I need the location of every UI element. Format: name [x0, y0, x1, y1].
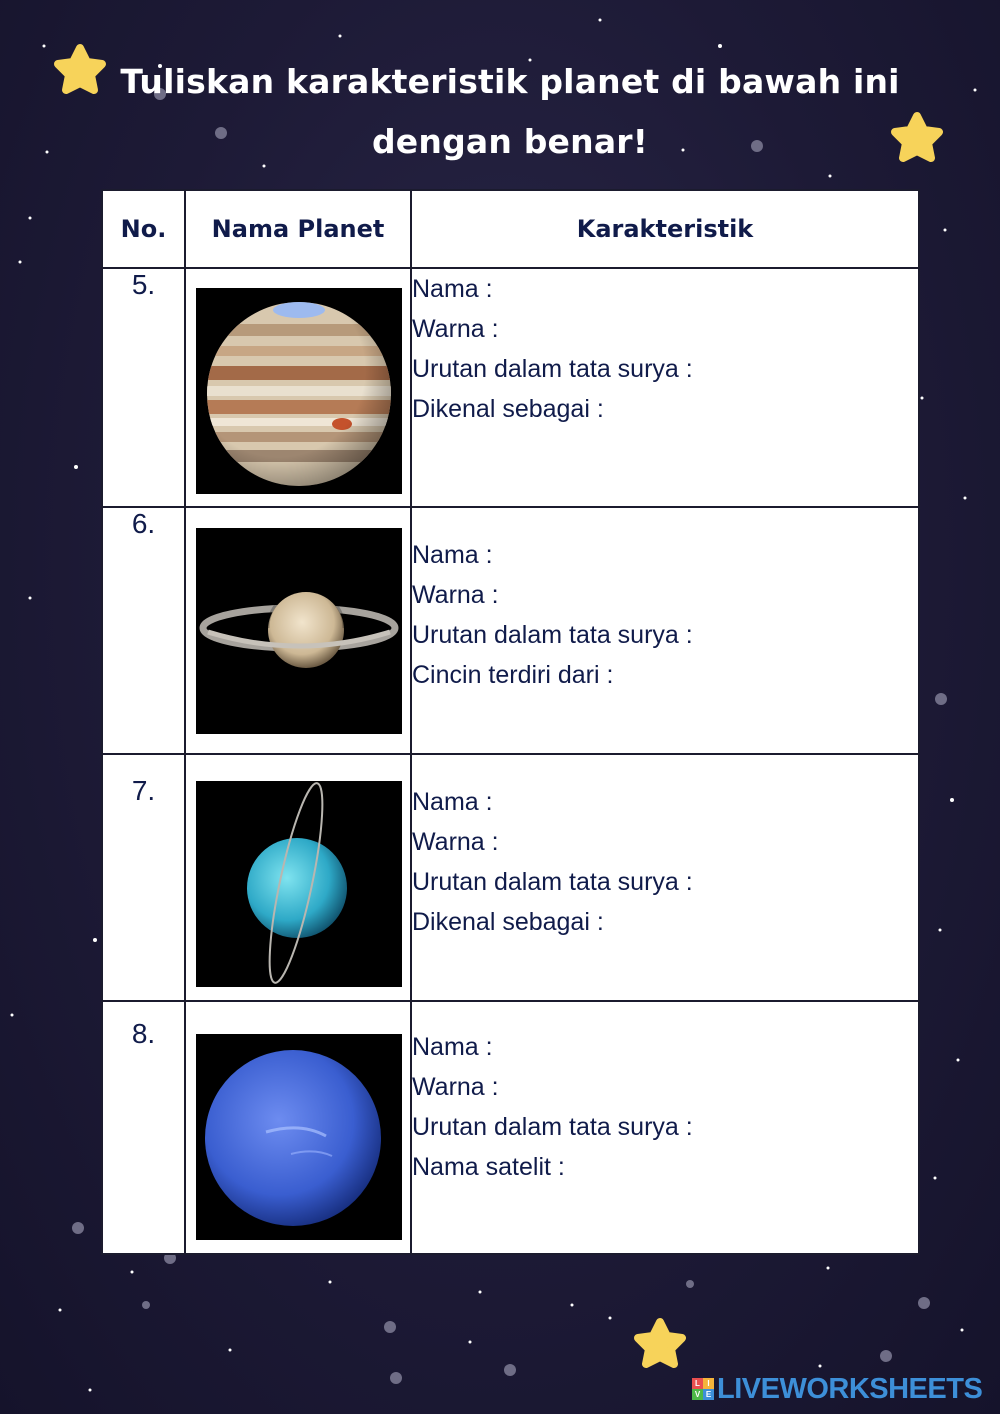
star-icon [58, 48, 102, 90]
logo-letter: E [703, 1389, 714, 1400]
liveworksheets-wordmark: LIVEWORKSHEETS [717, 1372, 983, 1405]
worksheet-title [100, 52, 920, 172]
table-row [102, 1001, 919, 1254]
title-line-1: Tuliskan karakteristik planet di bawah ini [120, 62, 900, 101]
liveworksheets-logo [692, 1374, 982, 1404]
field-order: Urutan dalam tata surya : [412, 1113, 693, 1141]
planet-image-cell [185, 1001, 411, 1254]
logo-letter: L [692, 1378, 703, 1389]
header-no: No. [102, 190, 185, 268]
star-icon [638, 1322, 682, 1364]
field-extra: Nama satelit : [412, 1153, 565, 1181]
field-name: Nama : [412, 788, 493, 816]
planet-table [101, 189, 920, 1255]
row-number: 7. [102, 754, 185, 1001]
field-order: Urutan dalam tata surya : [412, 355, 693, 383]
field-name: Nama : [412, 541, 493, 569]
field-order: Urutan dalam tata surya : [412, 868, 693, 896]
planet-image-cell [185, 507, 411, 754]
neptune-photo [196, 1034, 402, 1240]
jupiter-photo [196, 288, 402, 494]
table-row [102, 507, 919, 754]
table-row [102, 754, 919, 1001]
table-header-row [102, 190, 919, 268]
title-line-2: dengan benar! [371, 122, 649, 161]
row-number: 5. [102, 268, 185, 507]
logo-letter: V [692, 1389, 703, 1400]
field-color: Warna : [412, 1073, 499, 1101]
field-name: Nama : [412, 275, 493, 303]
characteristics-cell [411, 754, 919, 1001]
table-row [102, 268, 919, 507]
row-number: 8. [102, 1001, 185, 1254]
liveworksheets-logo-icon [692, 1378, 714, 1400]
planet-image-cell [185, 268, 411, 507]
field-color: Warna : [412, 315, 499, 343]
characteristics-cell [411, 1001, 919, 1254]
header-planet-name: Nama Planet [185, 190, 411, 268]
field-extra: Dikenal sebagai : [412, 395, 604, 423]
field-color: Warna : [412, 581, 499, 609]
field-extra: Dikenal sebagai : [412, 908, 604, 936]
field-name: Nama : [412, 1033, 493, 1061]
header-characteristics: Karakteristik [411, 190, 919, 268]
logo-letter: I [703, 1378, 714, 1389]
uranus-photo [196, 781, 402, 987]
characteristics-cell [411, 507, 919, 754]
field-order: Urutan dalam tata surya : [412, 621, 693, 649]
field-color: Warna : [412, 828, 499, 856]
row-number: 6. [102, 507, 185, 754]
planet-image-cell [185, 754, 411, 1001]
field-extra: Cincin terdiri dari : [412, 661, 614, 689]
characteristics-cell [411, 268, 919, 507]
saturn-photo [196, 528, 402, 734]
